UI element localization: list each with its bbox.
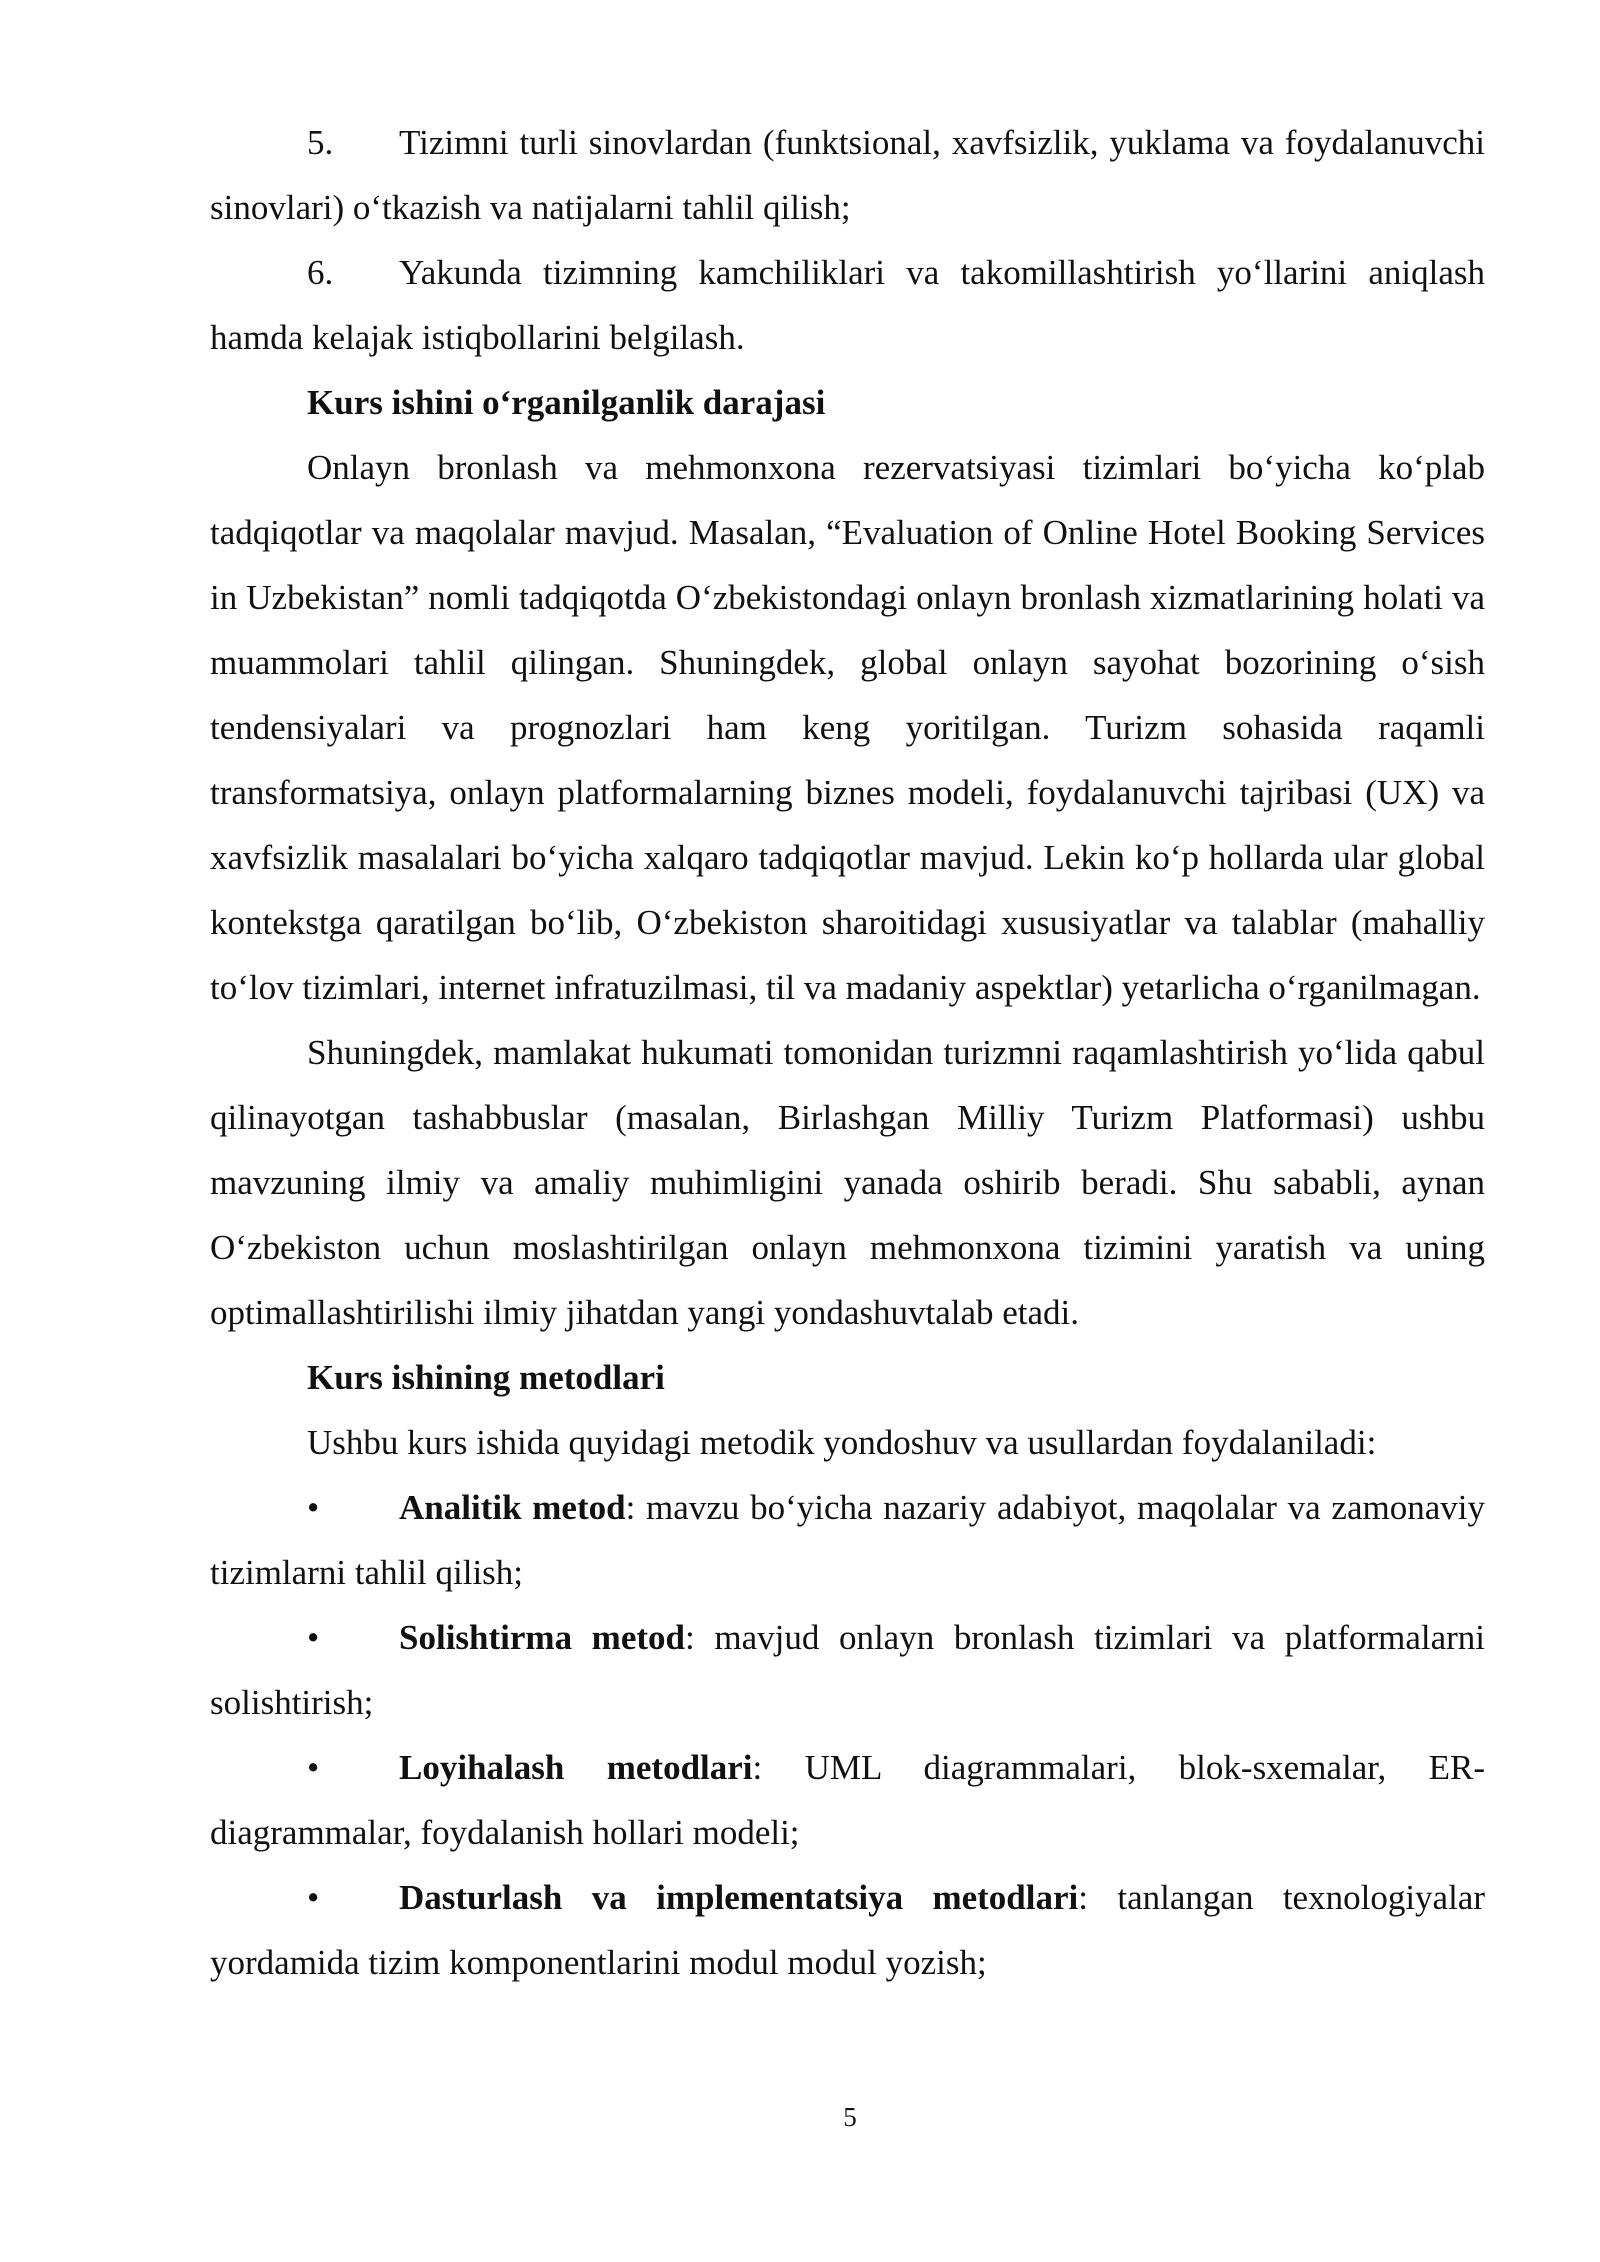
bullet-text: : mavzu bo‘yicha nazariy adabiyot, maqolalar va zamonaviy tizimlarni tahlil qilish;	[210, 1488, 1485, 1592]
list-item-5	[210, 110, 1485, 240]
bullet-marker: •	[307, 1748, 320, 1787]
bullet-text: : mavjud onlayn bronlash tizimlari va platformalarni solishtirish;	[210, 1618, 1485, 1722]
bullet-marker: •	[307, 1488, 320, 1527]
bullet-text: : UML diagrammalari, blok-sxemalar, ER-diagrammalar, foydalanish hollari modeli;	[210, 1748, 1486, 1852]
paragraph-study-level-1: Onlayn bronlash va mehmonxona rezervatsiyasi tizimlari bo‘yicha ko‘plab tadqiqotlar va maqolalar mavjud. Masalan, “Evaluation of Online Hotel Booking Services in Uzbekistan” nomli tadqiqotda O‘zbekistondagi onlayn bronlash xizmatlarining holati va muammolari tahlil qilingan. Shuningdek, global onlayn sayohat bozorining o‘sish tendensiyalari va prognozlari ham keng yoritilgan. Turizm sohasida raqamli transformatsiya, onlayn platformalarning biznes modeli, foydalanuvchi tajribasi (UX) va xavfsizlik masalalari bo‘yicha xalqaro tadqiqotlar mavjud. Lekin ko‘p hollarda ular global kontekstga qaratilgan bo‘lib, O‘zbekiston sharoitidagi xususiyatlar va talablar (mahalliy to‘lov tizimlari, internet infratuzilmasi, til va madaniy aspektlar) yetarlicha o‘rganilmagan.	[210, 448, 1485, 1007]
bullet-item-analytic	[210, 1475, 1485, 1605]
document-page	[210, 110, 1485, 1995]
list-item-text: Tizimni turli sinovlardan (funktsional, xavfsizlik, yuklama va foydalanuvchi sinovlari) o‘tkazish va natijalarni tahlil qilish;	[210, 123, 1485, 227]
paragraph-methods-intro: Ushbu kurs ishida quyidagi metodik yondoshuv va usullardan foydalaniladi:	[307, 1423, 1377, 1462]
list-item-6	[210, 240, 1485, 370]
bullet-item-programming	[210, 1865, 1485, 1995]
page-number: 5	[843, 2102, 857, 2132]
bullet-marker: •	[307, 1618, 320, 1657]
list-item-text: Yakunda tizimning kamchiliklari va takomillashtirish yo‘llarini aniqlash hamda kelajak istiqbollarini belgilash.	[210, 253, 1485, 357]
bullet-term: Loyihalash metodlari	[399, 1748, 753, 1787]
bullet-term: Solishtirma metod	[399, 1618, 685, 1657]
bullet-text: : tanlangan texnologiyalar yordamida tizim komponentlarini modul modul yozish;	[210, 1878, 1485, 1982]
bullet-item-design	[210, 1735, 1485, 1865]
paragraph-study-level-2: Shuningdek, mamlakat hukumati tomonidan turizmni raqamlashtirish yo‘lida qabul qilinayotgan tashabbuslar (masalan, Birlashgan Milliy Turizm Platformasi) ushbu mavzuning ilmiy va amaliy muhimligini yanada oshirib beradi. Shu sababli, aynan O‘zbekiston uchun moslashtirilgan onlayn mehmonxona tizimini yaratish va uning optimallashtirilishi ilmiy jihatdan yangi yondashuvtalab etadi.	[210, 1033, 1485, 1332]
bullet-marker: •	[307, 1878, 320, 1917]
list-number: 5.	[307, 123, 334, 162]
section-heading-study-level: Kurs ishini o‘rganilganlik darajasi	[307, 383, 826, 422]
bullet-item-comparative	[210, 1605, 1485, 1735]
list-number: 6.	[307, 253, 334, 292]
bullet-term: Analitik metod	[399, 1488, 626, 1527]
section-heading-methods: Kurs ishining metodlari	[307, 1358, 665, 1397]
bullet-term: Dasturlash va implementatsiya metodlari	[399, 1878, 1079, 1917]
